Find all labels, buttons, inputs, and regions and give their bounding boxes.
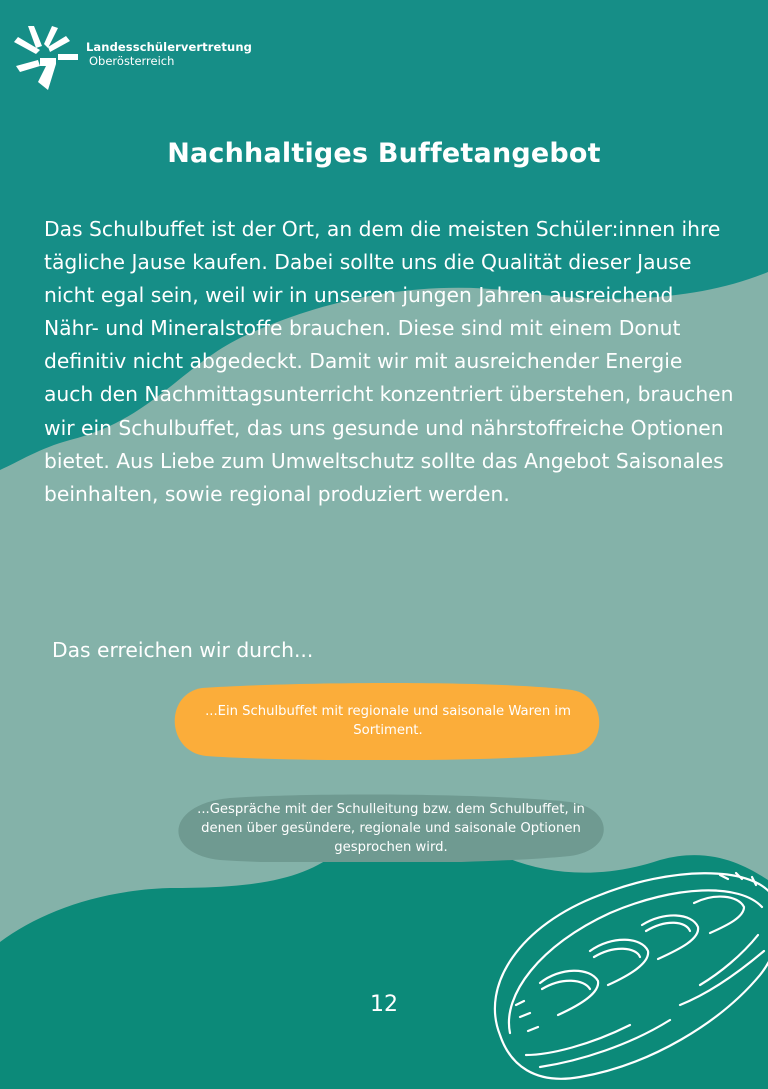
org-name: Landesschülervertretung (86, 40, 252, 54)
measure-pill-1 (172, 682, 604, 760)
org-region: Oberösterreich (89, 54, 175, 68)
header-org-text (86, 40, 252, 68)
body-paragraph: Das Schulbuffet ist der Ort, an dem die meisten Schüler:innen ihre tägliche Jause kaufen. Dabei sollte uns die Qualität dieser Jause nicht egal sein, weil wir in unseren jungen Jahren ausreichend Nähr- und Mineralstoffe brauchen. Diese sind mit einem Donut definitiv nicht abgedeckt. Damit wir mit ausreichender Energie auch den Nachmittagsunterricht konzentriert überstehen, brauchen wir ein Schulbuffet, das uns gesunde und nährstoffreiche Optionen bietet. Aus Liebe zum Umweltschutz sollte das Angebot Saisonales beinhalten, sowie regional produziert werden. (44, 217, 734, 506)
page-number: 12 (370, 992, 398, 1017)
measure-text-1: ...Ein Schulbuffet mit regionale und saisonale Waren im Sortiment. (205, 704, 571, 738)
measures-lead: Das erreichen wir durch... (52, 638, 314, 662)
star-burst-logo-icon (14, 24, 84, 94)
measure-text-2: ...Gespräche mit der Schulleitung bzw. dem Schulbuffet, in denen über gesündere, regionale und saisonale Optionen gesprochen wird. (197, 801, 585, 855)
bread-loaf-icon (480, 855, 768, 1085)
measure-pill-2 (170, 794, 612, 862)
page-title: Nachhaltiges Buffetangebot (167, 138, 601, 169)
